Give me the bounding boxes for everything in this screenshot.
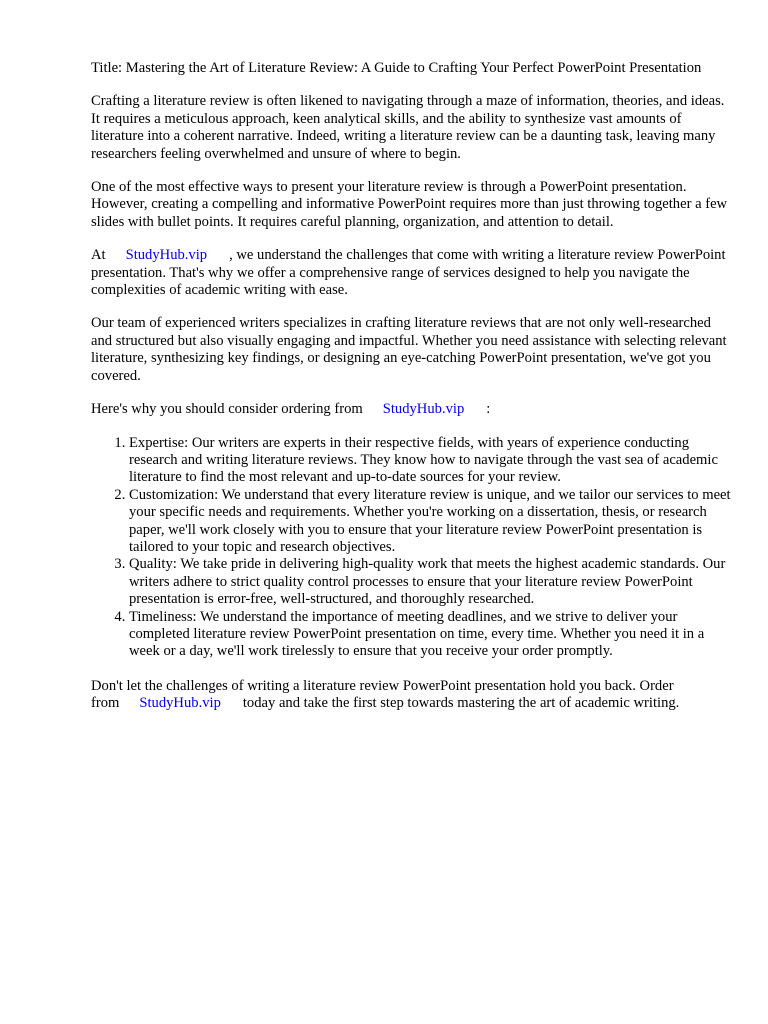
services-suffix: , we understand the challenges that come with writing a literature review PowerPoint presentation. That's why we offer a comprehensive range of services designed to help you navigate the complexities of academic writing with ease.	[91, 247, 726, 299]
why-paragraph	[91, 401, 731, 418]
team-paragraph: Our team of experienced writers specializes in crafting literature reviews that are not only well-researched and structured but also visually engaging and impactful. Whether you need assistance with selecting relevant literature, synthesizing key findings, or designing an eye-catching PowerPoint presentation, we've got you covered.	[91, 315, 727, 384]
document-title: Title: Mastering the Art of Literature Review: A Guide to Crafting Your Perfect PowerPoint Presentation	[91, 60, 702, 76]
list-item: 1. Expertise: Our writers are experts in their respective fields, with years of experience conducting research and writing literature reviews. They know how to navigate through the vast sea of academic literature to find the most relevant and up-to-date sources for your review.	[129, 435, 731, 487]
closing-paragraph	[91, 678, 731, 713]
intro-paragraph: Crafting a literature review is often likened to navigating through a maze of information, theories, and ideas. It requires a meticulous approach, keen analytical skills, and the ability to synthesize vast amounts of literature into a coherent narrative. Indeed, writing a literature review can be a daunting task, leaving many researchers feeling overwhelmed and unsure of where to begin.	[91, 93, 725, 162]
document-page	[91, 60, 731, 729]
why-prefix: Here's why you should consider ordering from	[91, 401, 363, 418]
powerpoint-paragraph: One of the most effective ways to present your literature review is through a PowerPoint presentation. However, creating a compelling and informative PowerPoint requires more than just throwing together a few slides with bullet points. It requires careful planning, organization, and attention to detail.	[91, 179, 728, 230]
studyhub-link[interactable]: StudyHub.vip	[382, 401, 465, 418]
why-suffix: :	[486, 401, 491, 418]
closing-suffix: today and take the first step towards mastering the art of academic writing.	[242, 695, 680, 712]
list-item: 2. Customization: We understand that every literature review is unique, and we tailor our services to meet your specific needs and requirements. Whether you're working on a dissertation, thesis, or research paper, we'll work closely with you to ensure that your literature review PowerPoint presentation is tailored to your topic and research objectives.	[129, 487, 731, 557]
list-item: 3. Quality: We take pride in delivering high-quality work that meets the highest academic standards. Our writers adhere to strict quality control processes to ensure that your literature review PowerPoint presentation is error-free, well-structured, and thoroughly researched.	[129, 556, 731, 608]
services-paragraph	[91, 247, 731, 299]
studyhub-link[interactable]: StudyHub.vip	[139, 695, 221, 712]
list-item: 4. Timeliness: We understand the importance of meeting deadlines, and we strive to deliver your completed literature review PowerPoint presentation on time, every time. Whether you need it in a week or a day, we'll work tirelessly to ensure that you receive your order promptly.	[129, 609, 731, 661]
reasons-list	[91, 435, 731, 661]
services-prefix: At	[91, 247, 106, 264]
studyhub-link[interactable]: StudyHub.vip	[125, 247, 208, 264]
closing-prefix: Don't let the challenges of writing a literature review PowerPoint presentation hold you back. Order from	[91, 677, 674, 712]
